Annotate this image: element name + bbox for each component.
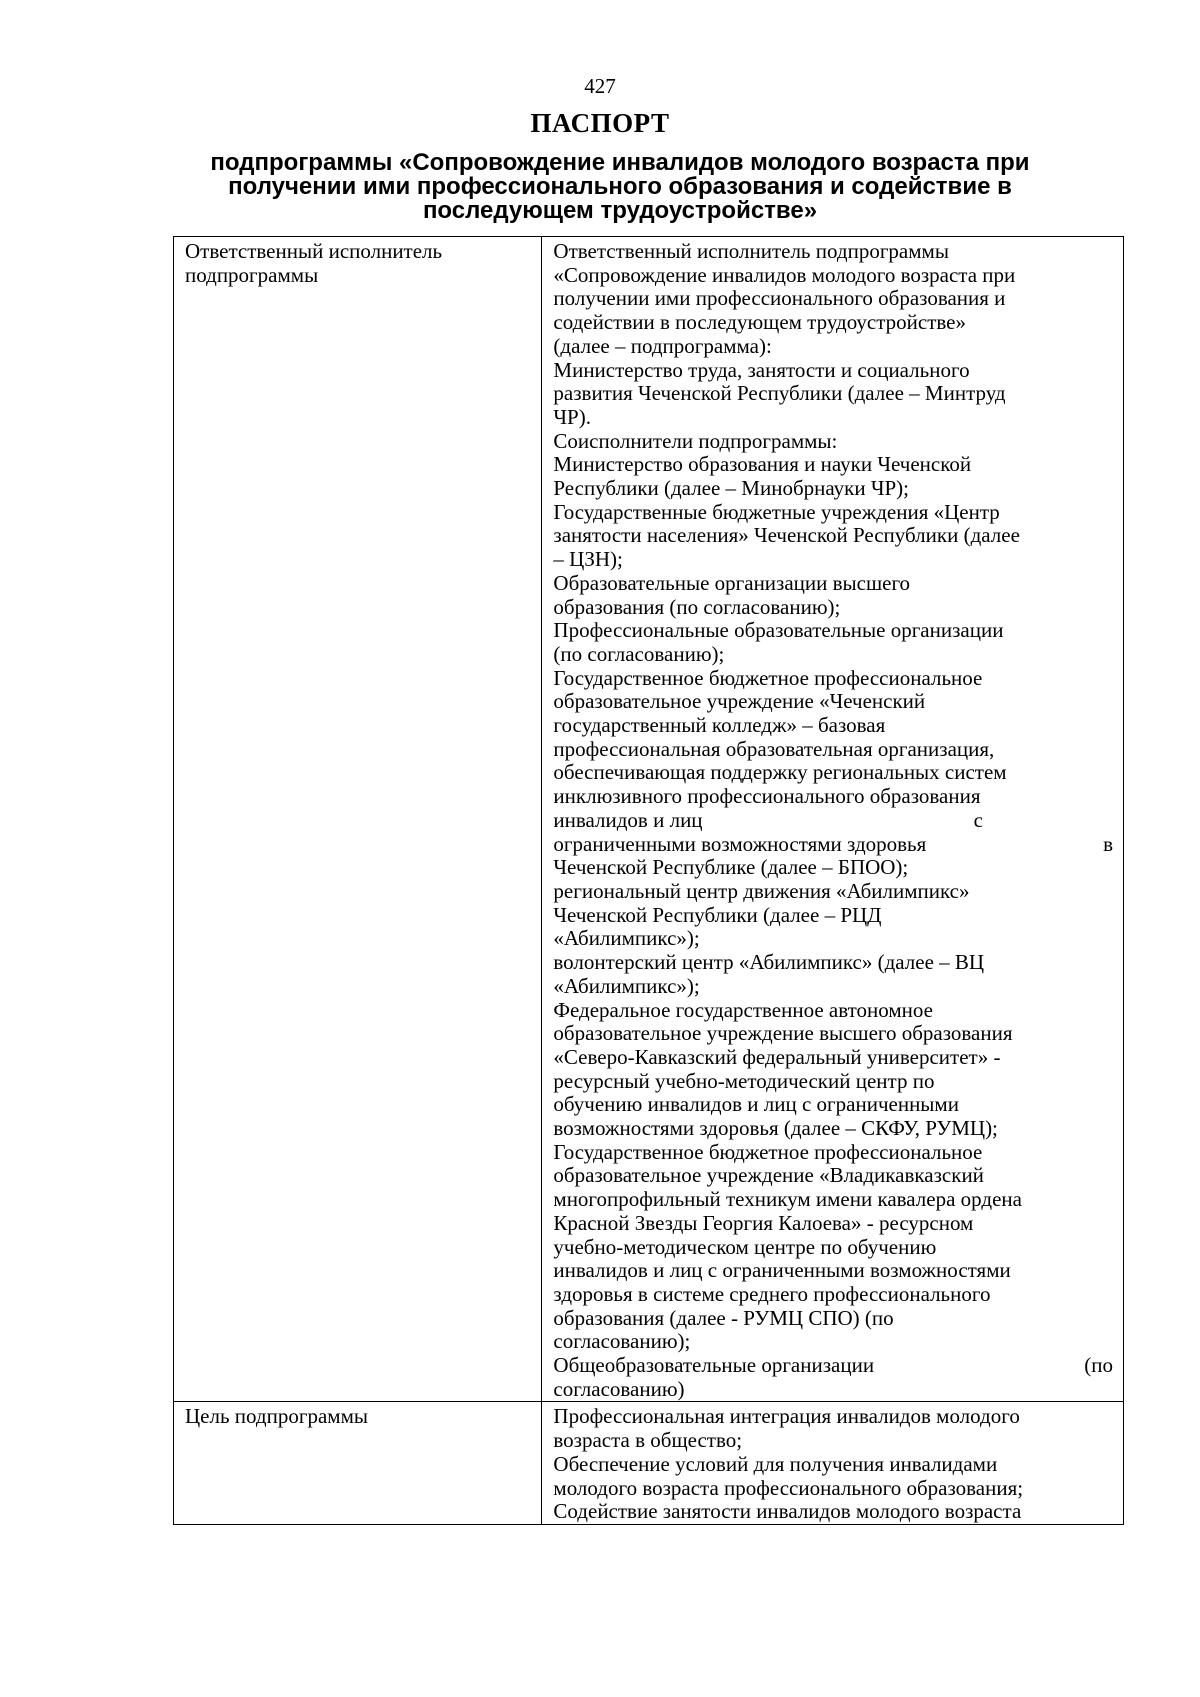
text-line: «Абилимпикс»);	[553, 926, 700, 951]
text-line: Ответственный исполнитель подпрограммы	[553, 239, 949, 263]
text-line: Государственное бюджетное профессиональное	[553, 1139, 983, 1164]
document-subtitle	[190, 151, 1050, 223]
row-value-cell	[542, 237, 1124, 1402]
text-line: образования (далее - РУМЦ СПО) (по	[553, 1305, 894, 1330]
row-label: Ответственный исполнитель	[185, 239, 443, 263]
text-line: многопрофильный техникум имени кавалера ордена	[553, 1187, 1022, 1212]
passport-table	[173, 236, 1124, 1525]
text-line: ЧР).	[553, 404, 591, 429]
subtitle-line: получении ими профессионального образования и содействие в	[228, 173, 1012, 200]
text-line: образования (по согласованию);	[553, 594, 841, 619]
text-line: образовательное учреждение «Чеченский	[553, 689, 926, 714]
text-line: здоровья в системе среднего профессионального	[553, 1281, 991, 1306]
text-line: согласованию)	[553, 1376, 685, 1401]
text-line: развития Чеченской Республики (далее – Минтруд	[553, 381, 1006, 406]
text-fragment: ограниченными возможностями здоровья	[553, 831, 927, 856]
text-line: инвалидов и лиц с ограниченными возможностями	[553, 1258, 1011, 1283]
text-line: Министерство образования и науки Чеченской	[553, 452, 972, 477]
text-line: Обеспечение условий для получения инвалидами	[553, 1451, 998, 1476]
text-fragment: инвалидов и лиц	[553, 807, 703, 832]
text-line: Образовательные организации высшего	[553, 570, 911, 595]
table-row	[174, 1402, 1124, 1525]
text-line: (по согласованию);	[553, 641, 725, 666]
text-line: инклюзивного профессионального образования	[553, 784, 981, 809]
text-line: Федеральное государственное автономное	[553, 997, 933, 1022]
subtitle-line: последующем трудоустройстве»	[422, 197, 818, 224]
text-line: возможностями здоровья (далее – СКФУ, РУМЦ);	[553, 1116, 998, 1141]
text-line: обучению инвалидов и лиц с ограниченными	[553, 1092, 959, 1117]
text-fragment: (по	[1084, 1353, 1113, 1378]
row-label: Цель подпрограммы	[185, 1404, 368, 1429]
row-label-cell	[174, 1402, 542, 1525]
text-line: Профессиональная интеграция инвалидов молодого	[553, 1404, 1020, 1429]
text-line: Государственные бюджетные учреждения «Центр	[553, 499, 1000, 524]
text-line: учебно-методическом центре по обучению	[553, 1234, 937, 1259]
text-line: занятости населения» Чеченской Республики (далее	[553, 523, 1020, 548]
text-line: возраста в общество;	[553, 1428, 743, 1453]
text-fragment: в	[1103, 831, 1113, 856]
text-line: (далее – подпрограмма):	[553, 333, 772, 358]
row-value-cell	[542, 1402, 1124, 1525]
subtitle-line: подпрограммы «Сопровождение инвалидов молодого возраста при	[210, 149, 1030, 176]
text-line: Красной Звезды Георгия Калоева» - ресурсном	[553, 1210, 974, 1235]
text-line: государственный колледж» – базовая	[553, 713, 886, 738]
text-line: «Северо-Кавказский федеральный университет» -	[553, 1044, 1001, 1069]
text-line: Чеченской Республики (далее – РЦД	[553, 902, 882, 927]
text-line: региональный центр движения «Абилимпикс»	[553, 878, 970, 903]
text-line: «Абилимпикс»);	[553, 973, 700, 998]
text-line: молодого возраста профессионального образования;	[553, 1475, 1024, 1500]
text-line: обеспечивающая поддержку региональных систем	[553, 760, 1007, 785]
text-line: образовательное учреждение «Владикавказский	[553, 1163, 984, 1188]
text-line: ресурсный учебно-методический центр по	[553, 1068, 935, 1093]
text-line: – ЦЗН);	[553, 547, 623, 572]
text-fragment: Общеобразовательные организации	[553, 1353, 875, 1378]
text-fragment: с	[973, 807, 983, 832]
text-line: Министерство труда, занятости и социального	[553, 357, 970, 382]
justified-line	[553, 833, 1113, 857]
text-line: согласованию);	[553, 1329, 691, 1354]
text-line: Профессиональные образовательные организации	[553, 618, 1004, 643]
text-line: волонтерский центр «Абилимпикс» (далее – ВЦ	[553, 950, 985, 975]
text-line: «Сопровождение инвалидов молодого возраста при	[553, 262, 1016, 287]
document-title: ПАСПОРТ	[530, 108, 670, 138]
page-number: 427	[584, 74, 616, 98]
row-label-cell	[174, 237, 542, 1402]
text-line: получении ими профессионального образования и	[553, 286, 1006, 311]
text-line: Республики (далее – Минобрнауки ЧР);	[553, 476, 909, 501]
text-line: профессиональная образовательная организация,	[553, 736, 995, 761]
text-line: Государственное бюджетное профессиональное	[553, 665, 983, 690]
table-row	[174, 237, 1124, 1402]
text-line: образовательное учреждение высшего образования	[553, 1021, 1013, 1046]
text-line: Соисполнители подпрограммы:	[553, 428, 838, 453]
row-label: подпрограммы	[185, 262, 319, 287]
text-line: Чеченской Республике (далее – БПОО);	[553, 855, 909, 880]
justified-line	[553, 809, 1113, 833]
text-line: Содействие занятости инвалидов молодого возраста	[553, 1499, 1022, 1524]
justified-line	[553, 1354, 1113, 1378]
text-line: содействии в последующем трудоустройстве»	[553, 310, 967, 335]
